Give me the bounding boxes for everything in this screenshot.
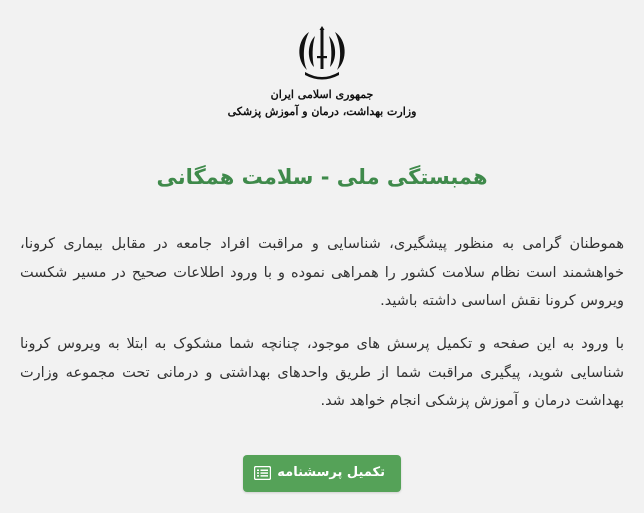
- complete-questionnaire-button[interactable]: [243, 455, 401, 492]
- page-headline: همبستگی ملی - سلامت همگانی: [156, 165, 488, 189]
- complete-questionnaire-label: تکمیل پرسشنامه: [277, 465, 385, 480]
- logo-country-text: جمهوری اسلامی ایران: [270, 88, 374, 101]
- intro-paragraph: هموطنان گرامی به منظور پیشگیری، شناسایی و مراقبت افراد جامعه در مقابل بیماری کرونا، خواهشمند است نظام سلامت کشور را همراهی نموده و با ورود اطلاعات صحیح در مسیر شکست ویروس کرونا نقش اساسی داشته باشید.: [20, 236, 624, 309]
- iran-emblem-icon: [295, 26, 349, 82]
- info-paragraph: با ورود به این صفحه و تکمیل پرسش های موجود، چنانچه شما مشکوک به ابتلا به ویروس کرونا شناسایی شوید، پیگیری مراقبت شما از طریق واحدهای بهداشتی و درمانی تحت مجموعه وزارت بهداشت درمان و آموزش پزشکی انجام خواهد شد.: [20, 336, 624, 409]
- logo-ministry-text: وزارت بهداشت، درمان و آموزش پزشکی: [227, 105, 417, 118]
- form-list-icon: [254, 466, 271, 480]
- ministry-logo: [0, 26, 644, 119]
